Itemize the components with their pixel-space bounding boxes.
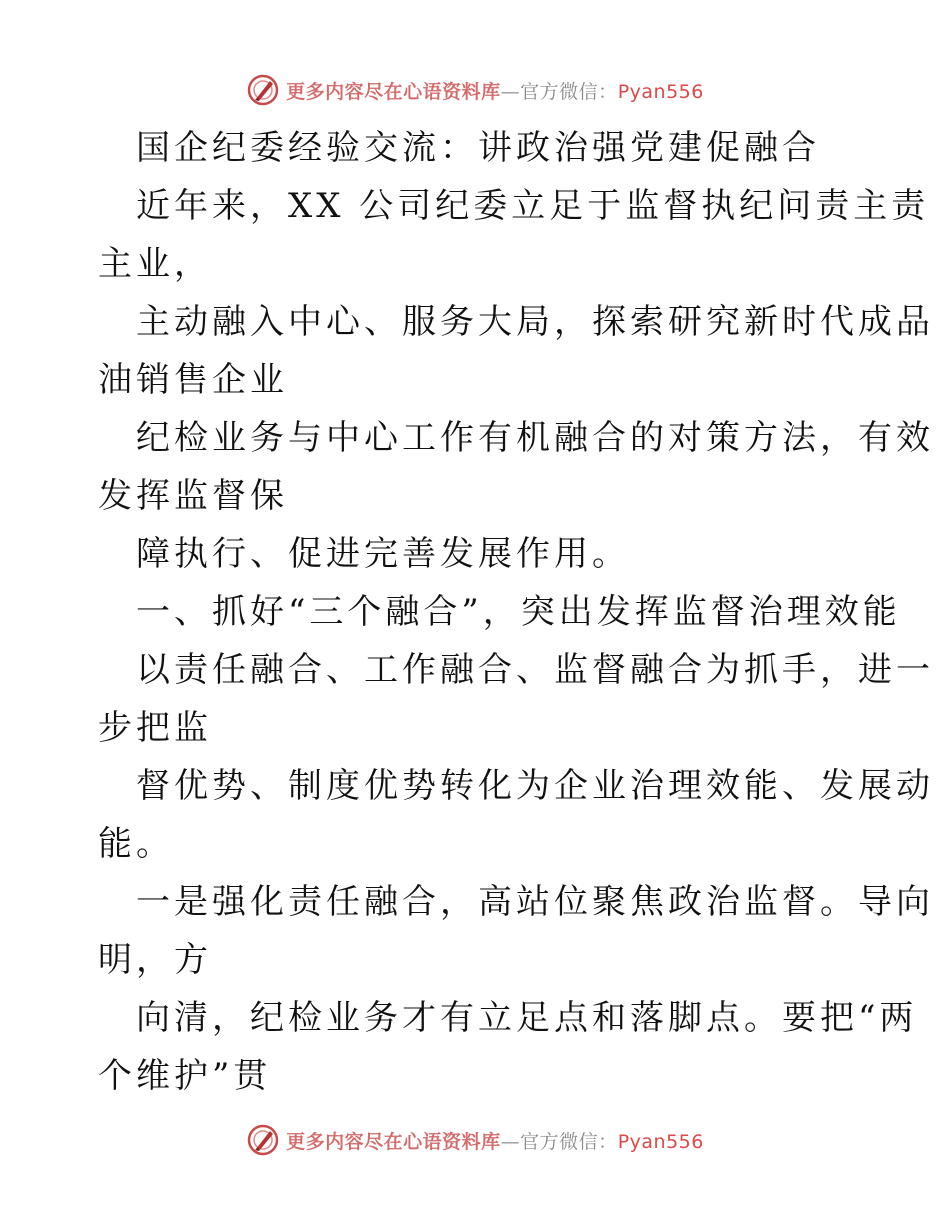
wechat-label: 官方微信：	[520, 1130, 618, 1153]
wechat-label: 官方微信：	[520, 80, 618, 103]
banner-dash: —	[500, 80, 521, 103]
paragraph-line: 明，方	[98, 940, 212, 980]
section-heading: 一、抓好“三个融合”，突出发挥监督治理效能	[136, 592, 901, 632]
paragraph-line: 障执行、促进完善发展作用。	[136, 534, 630, 574]
banner-dash: —	[500, 1130, 521, 1153]
paragraph-line: 主动融入中心、服务大局，探索研究新时代成品	[136, 302, 934, 342]
brand-text: 更多内容尽在心语资料库	[286, 80, 501, 103]
paragraph-line: 主业，	[98, 244, 212, 284]
paragraph-line: 近年来，XX 公司纪委立足于监督执纪问责主责	[136, 186, 930, 226]
wechat-id: Pyan556	[617, 80, 704, 103]
quill-logo-icon	[246, 1123, 280, 1157]
paragraph-line: 发挥监督保	[98, 476, 288, 516]
paragraph-line: 纪检业务与中心工作有机融合的对策方法，有效	[136, 418, 934, 458]
wechat-id: Pyan556	[617, 1130, 704, 1153]
paragraph-line: 以责任融合、工作融合、监督融合为抓手，进一	[136, 650, 934, 690]
paragraph-line: 能。	[98, 824, 174, 864]
paragraph-line: 油销售企业	[98, 360, 288, 400]
paragraph-line: 督优势、制度优势转化为企业治理效能、发展动	[136, 766, 934, 806]
brand-text: 更多内容尽在心语资料库	[286, 1130, 501, 1153]
paragraph-line: 步把监	[98, 708, 212, 748]
footer-watermark-banner	[0, 1120, 950, 1160]
banner-text	[286, 1127, 704, 1154]
document-title: 国企纪委经验交流：讲政治强党建促融合	[136, 128, 820, 168]
paragraph-line: 个维护”贯	[98, 1056, 272, 1096]
paragraph-line: 向清，纪检业务才有立足点和落脚点。要把“两	[136, 998, 918, 1038]
paragraph-line: 一是强化责任融合，高站位聚焦政治监督。导向	[136, 882, 934, 922]
